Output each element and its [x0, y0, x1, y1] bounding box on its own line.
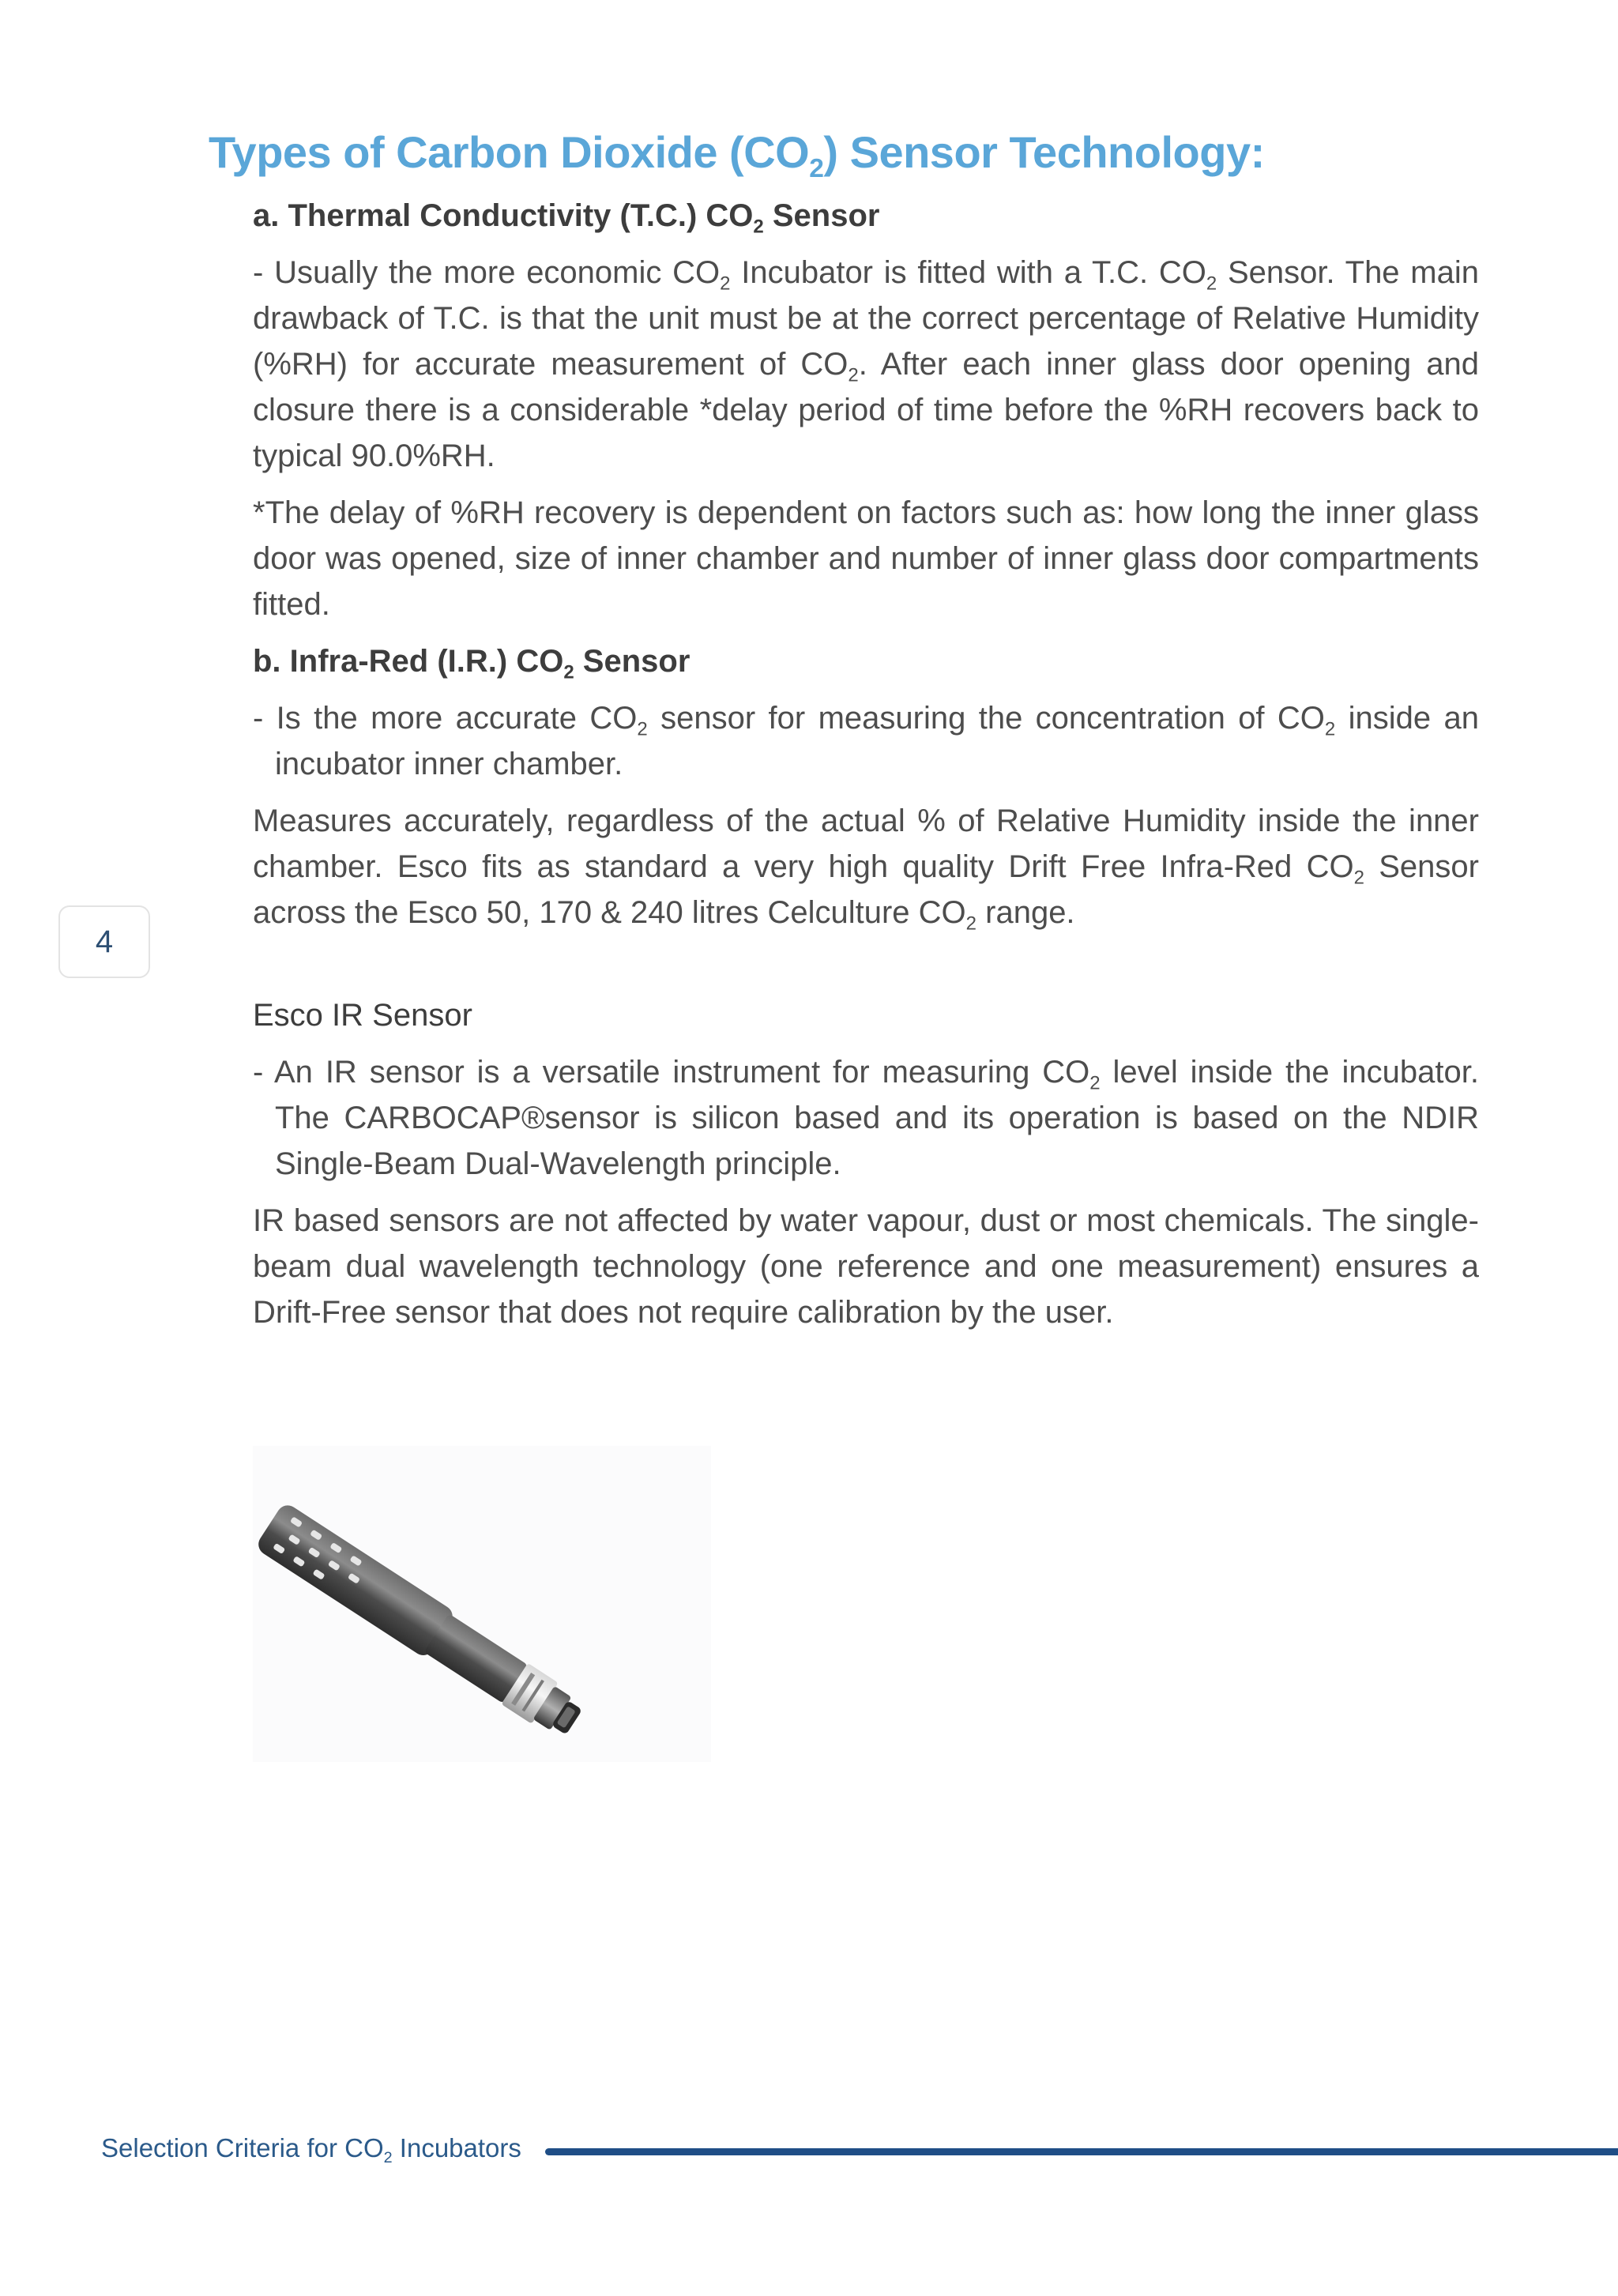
paragraph-tc-description: - Usually the more economic $CO_2$ Incubator is fitted with a T.C. $CO_2$ Sensor. The main drawback of T.C. is that the unit must be at the correct percentage of Relative Humidity (%RH) for accurate measurement of $CO_2$. After each inner glass door opening and closure there is a considerable *delay period of time before the %RH recovers back to typical 90.0%RH. — [253, 255, 1479, 473]
paragraph-ir-sensor-description: - An IR sensor is a versatile instrument for measuring $CO_2$ level inside the incubator. The CARBOCAP®sensor is silicon based and its operation is based on the NDIR Single-Beam Dual-Wavelength principle. — [253, 1055, 1480, 1181]
co2-sensor-image — [253, 1446, 711, 1762]
page-content — [253, 193, 1479, 1346]
spacer — [253, 947, 1479, 992]
heading-thermal-conductivity: a. Thermal Conductivity (T.C.) $CO_2$ Sensor — [253, 198, 880, 238]
heading-esco-ir-sensor: Esco IR Sensor — [253, 998, 472, 1033]
paragraph-ir-standard: Measures accurately, regardless of the actual % of Relative Humidity inside the inner chamber. Esco fits as standard a very high quality Drift Free Infra-Red $CO_2$ Sensor across the Esco 50, 170 & 240 litres Celculture $CO_2$ range. — [253, 804, 1479, 935]
page-number: 4 — [58, 905, 150, 978]
page-title: Types of Carbon Dioxide $(CO_2)$ Sensor Technology: — [209, 127, 1265, 183]
footer-rule — [545, 2148, 1618, 2155]
paragraph-rh-delay-note: *The delay of %RH recovery is dependent on factors such as: how long the inner glass door was opened, size of inner chamber and number of inner glass door compartments fitted. — [253, 495, 1479, 622]
footer-title: Selection Criteria for $CO_2$ Incubators — [101, 2133, 521, 2166]
heading-infra-red: b. Infra-Red (I.R.) $CO_2$ Sensor — [253, 644, 690, 683]
paragraph-ir-drift-free: IR based sensors are not affected by water vapour, dust or most chemicals. The single-beam dual wavelength technology (one reference and one measurement) ensures a Drift-Free sensor that does not require calibration by the user. — [253, 1203, 1479, 1330]
paragraph-ir-accuracy: - Is the more accurate $CO_2$ sensor for measuring the concentration of $CO_2$ inside an incubator inner chamber. — [253, 701, 1480, 781]
